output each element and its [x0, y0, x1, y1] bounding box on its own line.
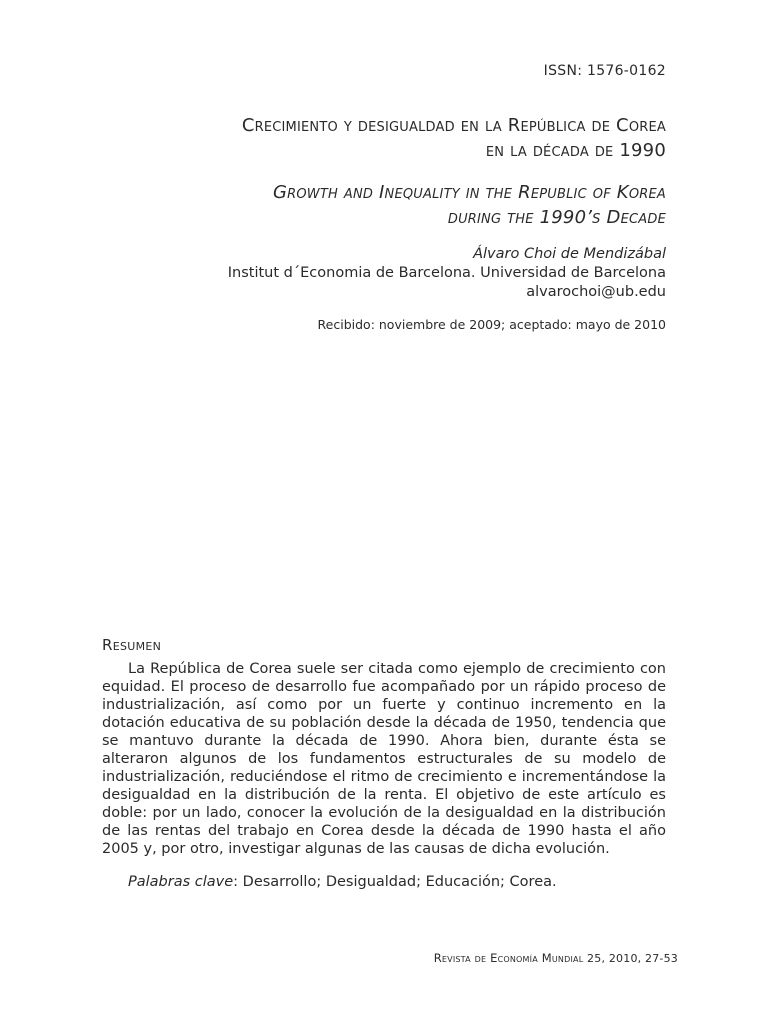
journal-name: Revista de Economía Mundial — [433, 951, 584, 965]
abstract-body: La República de Corea suele ser citada como ejemplo de crecimiento con equidad. El proceso de desarrollo fue acompañado por un rápido proceso de industrialización, así como por un fuerte y continuo incremento en la dotación educativa de su población desde la década de 1950, tendencia que se mantuvo durante la década de 1990. Ahora bien, durante ésta se alteraron algunos de los fundamentos estructurales de su modelo de industrialización, reduciéndose el ritmo de crecimiento e incrementándose la desigualdad en la distribución de la renta. El objetivo de este artículo es doble: por un lado, conocer la evolución de la desigualdad en la distribución de las rentas del trabajo en Corea desde la década de 1990 hasta el año 2005 y, por otro, investigar algunas de las causas de dicha evolución. — [102, 661, 666, 857]
title-spanish-line2: en la década de 1990 — [485, 140, 666, 161]
title-english-line1: Growth and Inequality in the Republic of Korea — [272, 182, 666, 203]
title-spanish — [242, 113, 666, 163]
abstract-heading: Resumen — [102, 636, 162, 654]
title-english — [273, 180, 666, 230]
author-block — [228, 245, 666, 302]
keywords — [102, 874, 666, 890]
author-affiliation: Institut d´Economia de Barcelona. Universidad de Barcelona — [227, 265, 666, 281]
footer-citation — [434, 951, 678, 965]
received-accepted-dates: Recibido: noviembre de 2009; aceptado: mayo de 2010 — [317, 317, 666, 332]
journal-issue: 25, 2010, 27-53 — [583, 952, 678, 965]
author-email: alvarochoi@ub.edu — [526, 284, 666, 300]
abstract-section — [102, 636, 666, 890]
keywords-value: : Desarrollo; Desigualdad; Educación; Corea. — [233, 874, 557, 890]
keywords-label: Palabras clave — [128, 874, 234, 890]
author-name: Álvaro Choi de Mendizábal — [473, 246, 666, 262]
issn: ISSN: 1576-0162 — [543, 63, 666, 79]
title-spanish-line1: Crecimiento y desigualdad en la República de Corea — [241, 115, 666, 136]
title-english-line2: during the 1990’s Decade — [447, 207, 666, 228]
